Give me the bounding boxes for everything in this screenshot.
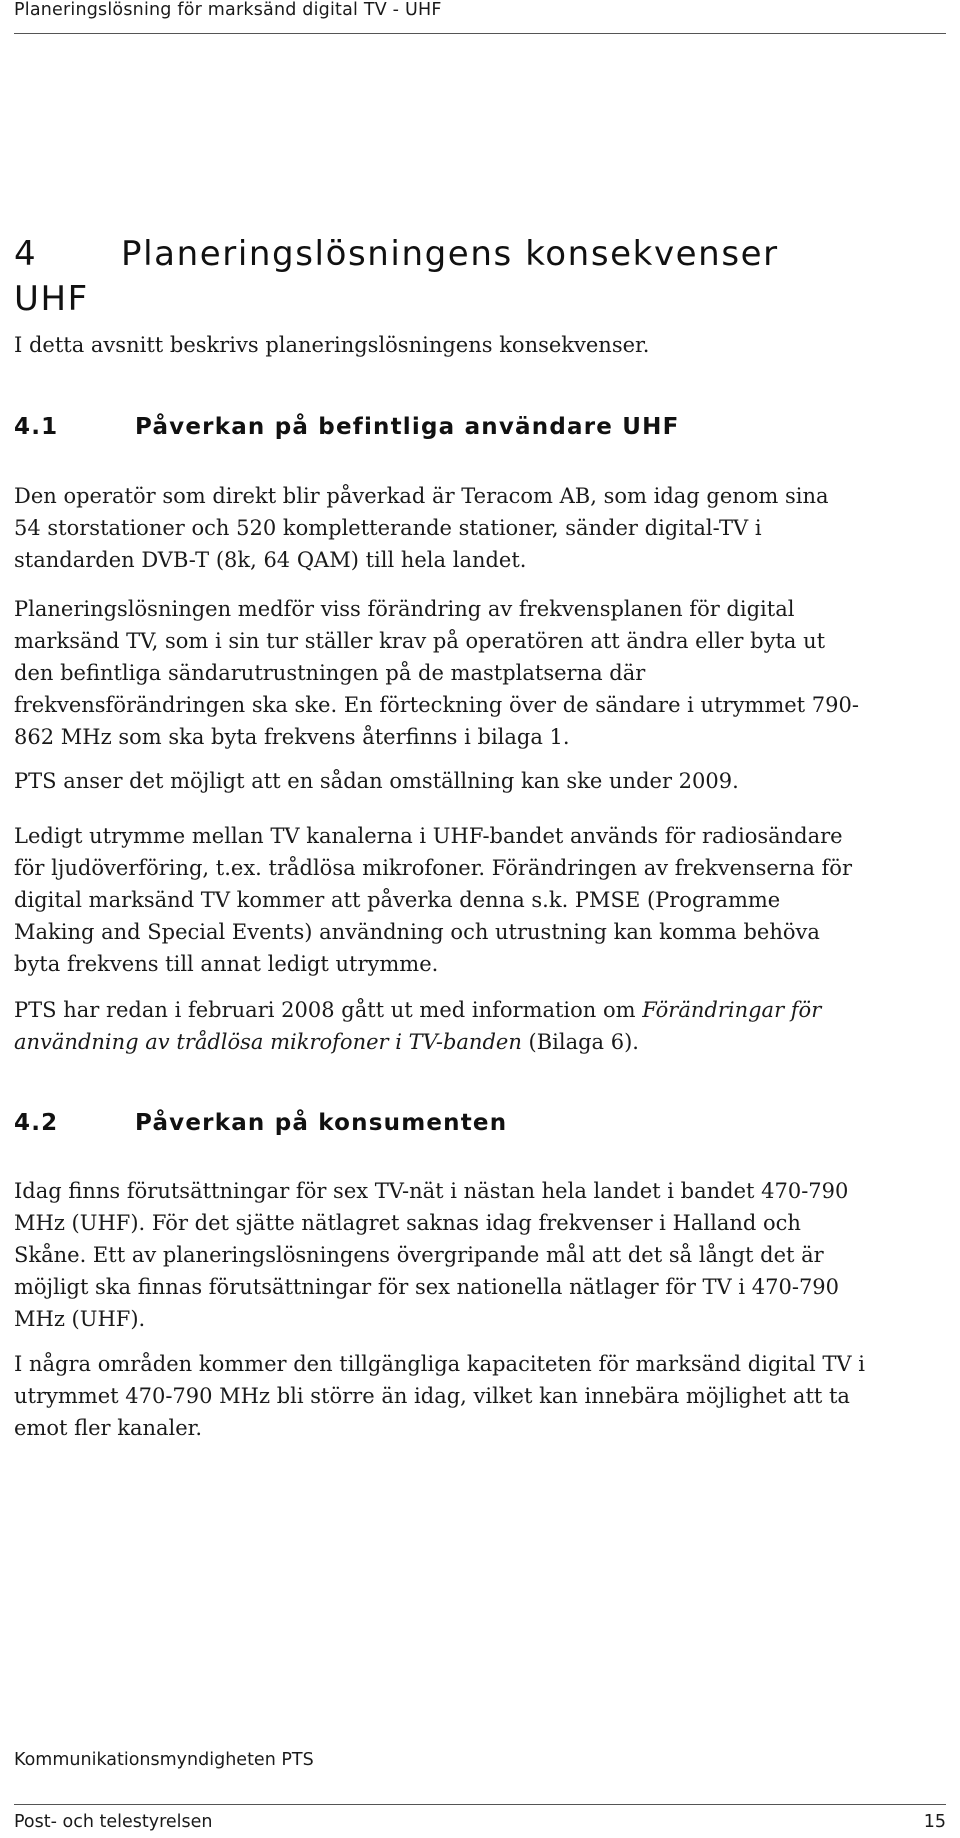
section-4-1-paragraph-5: PTS har redan i februari 2008 gått ut med information om Förändringar för användning av trådlösa mikrofoner i TV-banden (Bilaga 6).	[14, 998, 822, 1054]
document-reference-title-continued: användning av trådlösa mikrofoner i TV-banden	[14, 1030, 522, 1054]
chapter-intro: I detta avsnitt beskrivs planeringslösningens konsekvenser.	[14, 333, 650, 357]
section-4-1-heading	[14, 414, 680, 440]
section-4-1-paragraph-1: Den operatör som direkt blir påverkad är Teracom AB, som idag genom sina 54 storstationer och 520 kompletterande stationer, sänder digital-TV i standarden DVB-T (8k, 64 QAM) till hela landet.	[14, 484, 829, 572]
section-4-1-number: 4.1	[14, 414, 59, 440]
section-4-2-paragraph-2: I några områden kommer den tillgängliga kapaciteten för marksänd digital TV i utrymmet 470-790 MHz bli större än idag, vilket kan innebära möjlighet att ta emot fler kanaler.	[14, 1352, 865, 1440]
section-4-2-paragraph-1: Idag finns förutsättningar för sex TV-nät i nästan hela landet i bandet 470-790 MHz (UHF). För det sjätte nätlagret saknas idag frekvenser i Halland och Skåne. Ett av planeringslösningens övergripande mål att det så långt det är möjligt ska finnas förutsättningar för sex nationella nätlager för TV i 470-790 MHz (UHF).	[14, 1179, 849, 1331]
section-4-1-paragraph-4: Ledigt utrymme mellan TV kanalerna i UHF-bandet används för radiosändare för ljudöverföring, t.ex. trådlösa mikrofoner. Förändringen av frekvenserna för digital marksänd TV kommer att påverka denna s.k. PMSE (Programme Making and Special Events) användning och utrustning kan komma behöva byta frekvens till annat ledigt utrymme.	[14, 824, 852, 976]
document-reference-title: Förändringar för	[642, 998, 822, 1022]
chapter-title-line-2: UHF	[14, 279, 89, 319]
section-4-1-paragraph-2: Planeringslösningen medför viss förändring av frekvensplanen för digital marksänd TV, som i sin tur ställer krav på operatören att ändra eller byta ut den befintliga sändarutrustningen på de mastplatserna där frekvensförändringen ska ske. En förteckning över de sändare i utrymmet 790- 862 MHz som ska byta frekvens återfinns i bilaga 1.	[14, 597, 859, 749]
running-header: Planeringslösning för marksänd digital TV - UHF	[14, 0, 442, 20]
footer-organization: Kommunikationsmyndigheten PTS	[14, 1750, 314, 1770]
section-4-1-title: Påverkan på befintliga användare UHF	[135, 414, 680, 440]
page-number: 15	[923, 1812, 946, 1832]
footer-agency: Post- och telestyrelsen	[14, 1812, 213, 1832]
footer-divider	[14, 1804, 946, 1805]
chapter-title-line-1: Planeringslösningens konsekvenser	[121, 234, 779, 274]
section-4-2-number: 4.2	[14, 1110, 59, 1136]
chapter-heading	[14, 232, 779, 322]
header-divider	[14, 33, 946, 34]
section-4-1-paragraph-3: PTS anser det möjligt att en sådan omställning kan ske under 2009.	[14, 769, 739, 793]
section-4-2-title: Påverkan på konsumenten	[135, 1110, 508, 1136]
chapter-number: 4	[14, 234, 38, 274]
section-4-2-heading	[14, 1110, 507, 1136]
